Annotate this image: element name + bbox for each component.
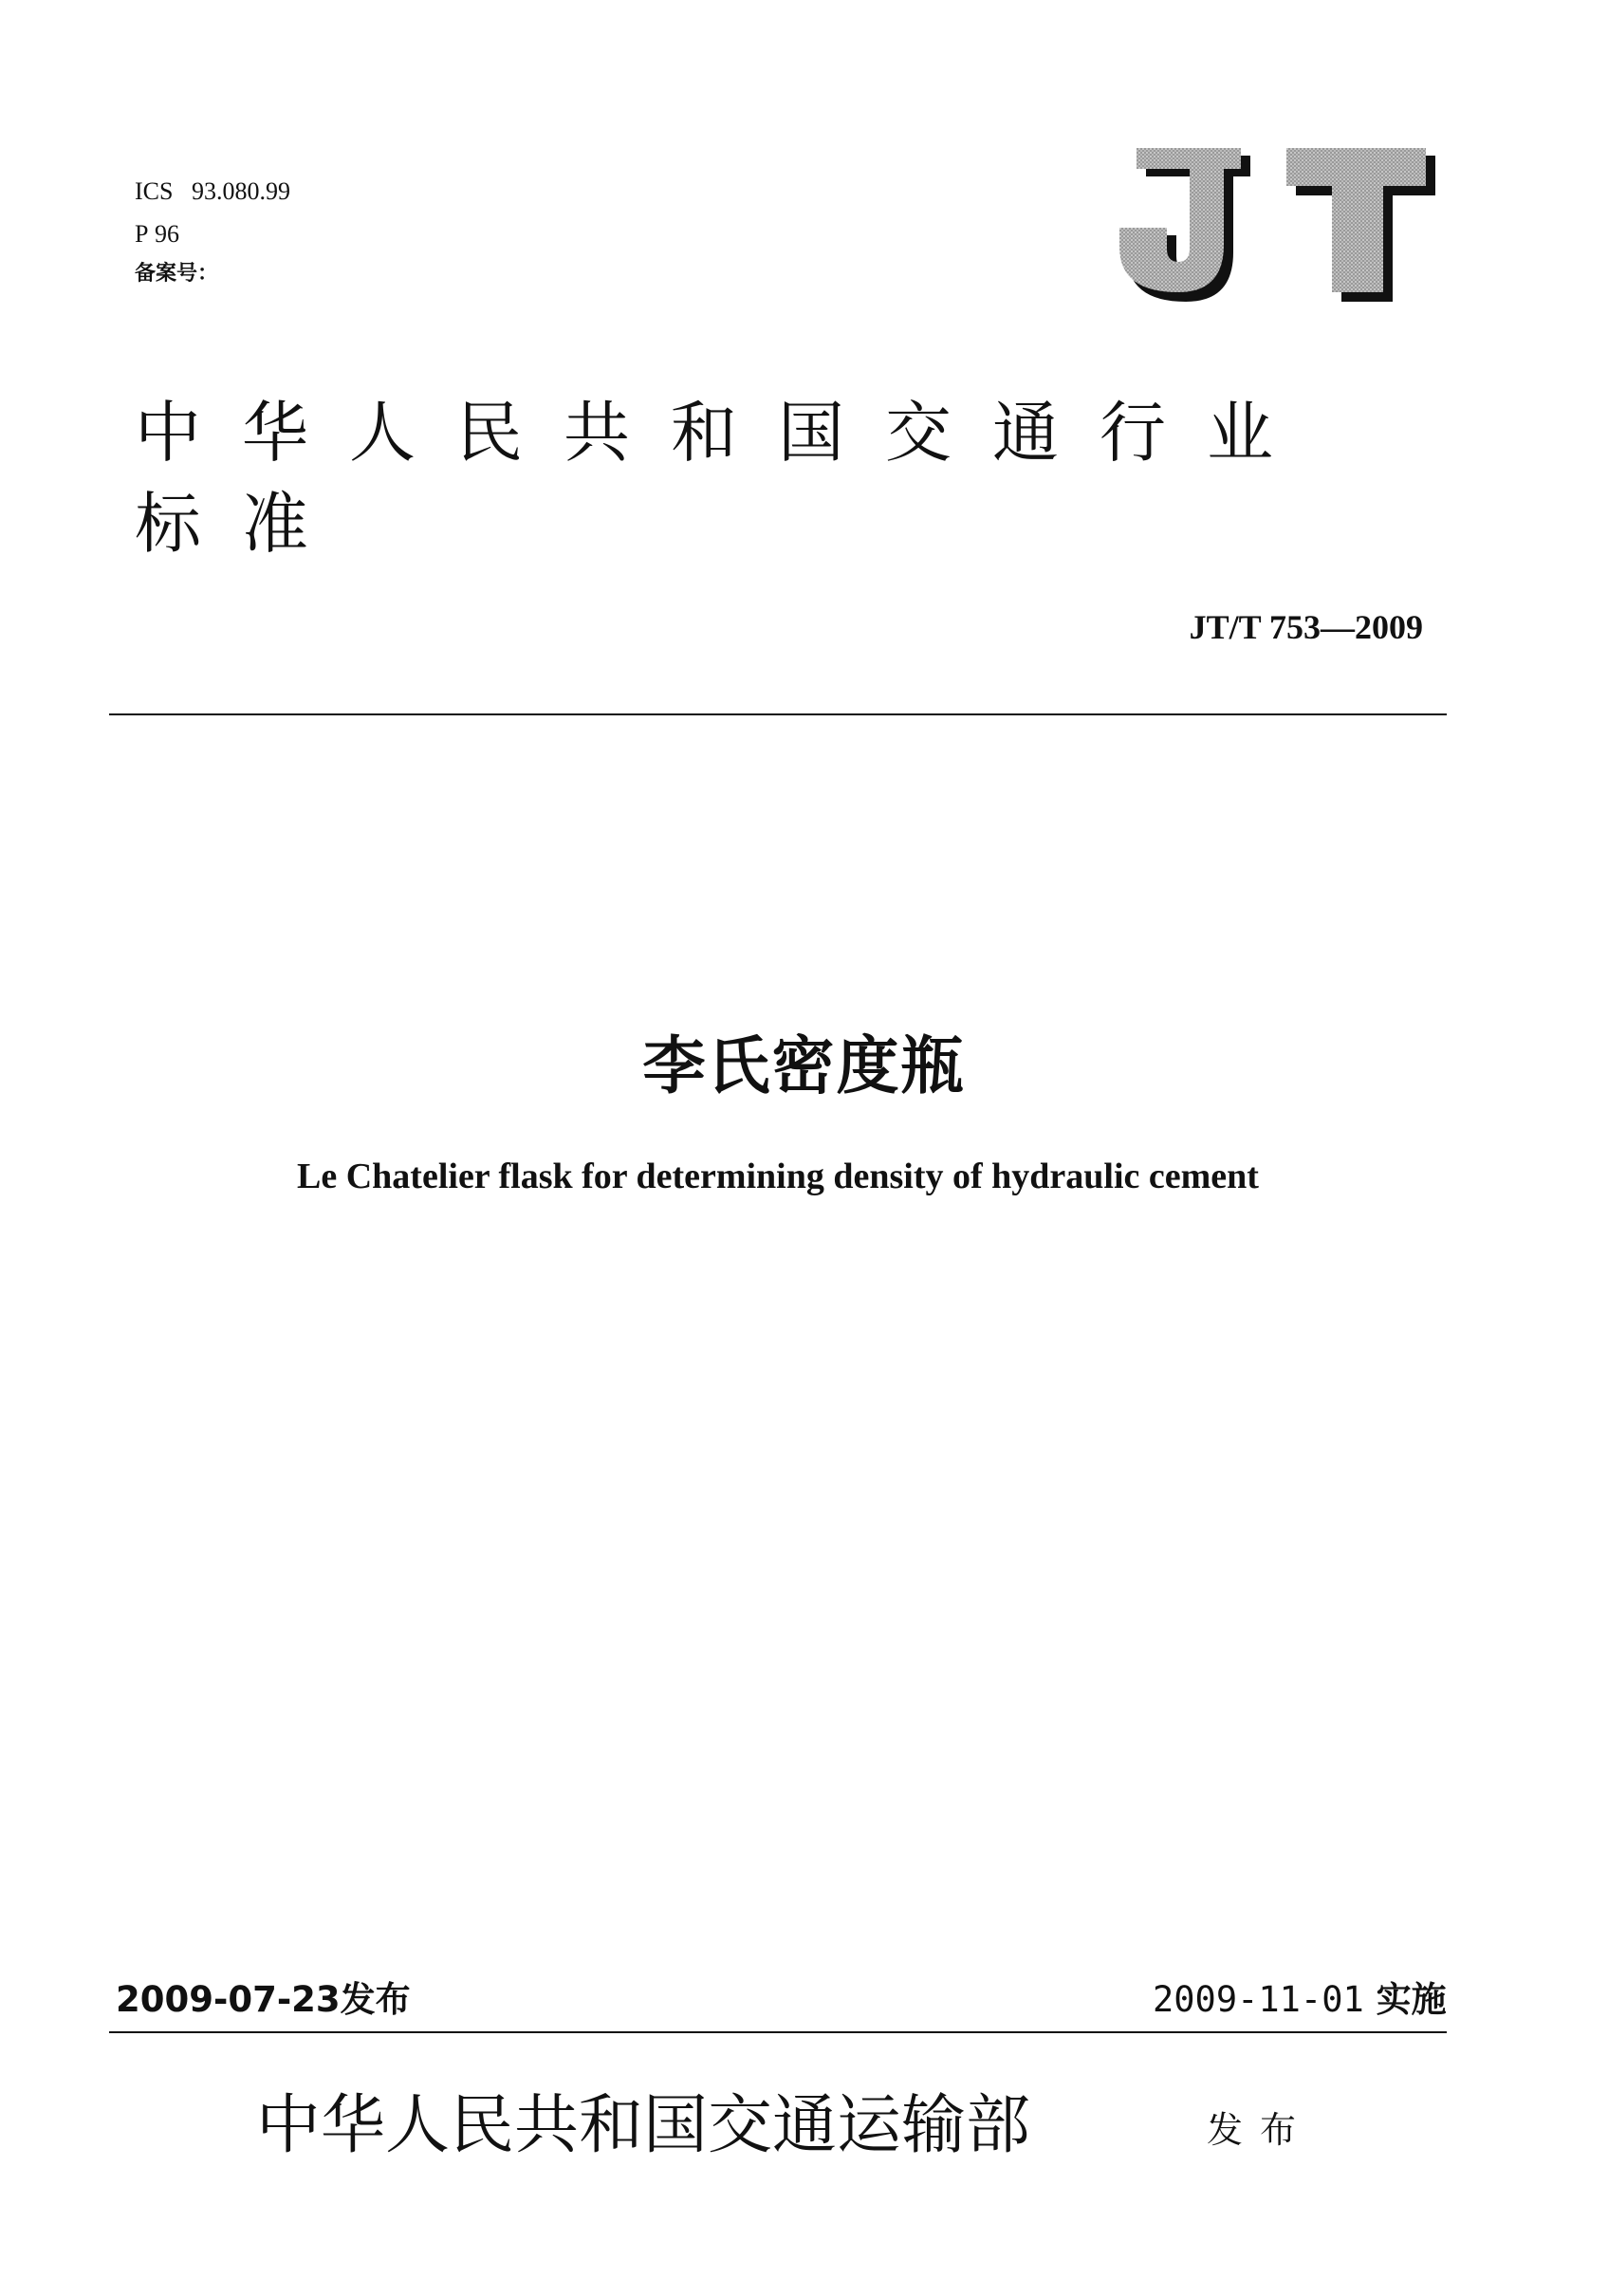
ics-line [135,177,290,206]
document-title-english: Le Chatelier flask for determining density of hydraulic cement [297,1157,1259,1196]
publish-label: 发布 [340,1979,411,2020]
jt-logo [1108,148,1440,309]
footer-divider [109,2031,1447,2033]
publish-date: 2009-07-23 [116,1979,341,2020]
filing-number-label: 备案号： [135,262,219,286]
standard-category-heading: 中华人民共和国交通行业标准 [135,394,1314,563]
issue-action-label: 发布 [1207,2109,1314,2151]
header-divider [109,713,1447,715]
implement-label: 实施 [1376,1979,1447,2020]
publish-date-line [116,1971,411,2022]
ccs-line [135,220,179,249]
ics-label: ICS [135,177,174,205]
standard-number: JT/T 753—2009 [1189,608,1423,646]
document-title-chinese: 李氏密度瓶 [642,1029,966,1102]
issuing-authority: 中华人民共和国交通运输部 [256,2088,1031,2163]
implement-date-line [1153,1971,1447,2022]
ccs-label: P [135,220,149,248]
implement-date: 2009-11-01 [1153,1979,1364,2020]
ics-code: 93.080.99 [191,177,290,205]
ccs-code: 96 [154,220,179,248]
